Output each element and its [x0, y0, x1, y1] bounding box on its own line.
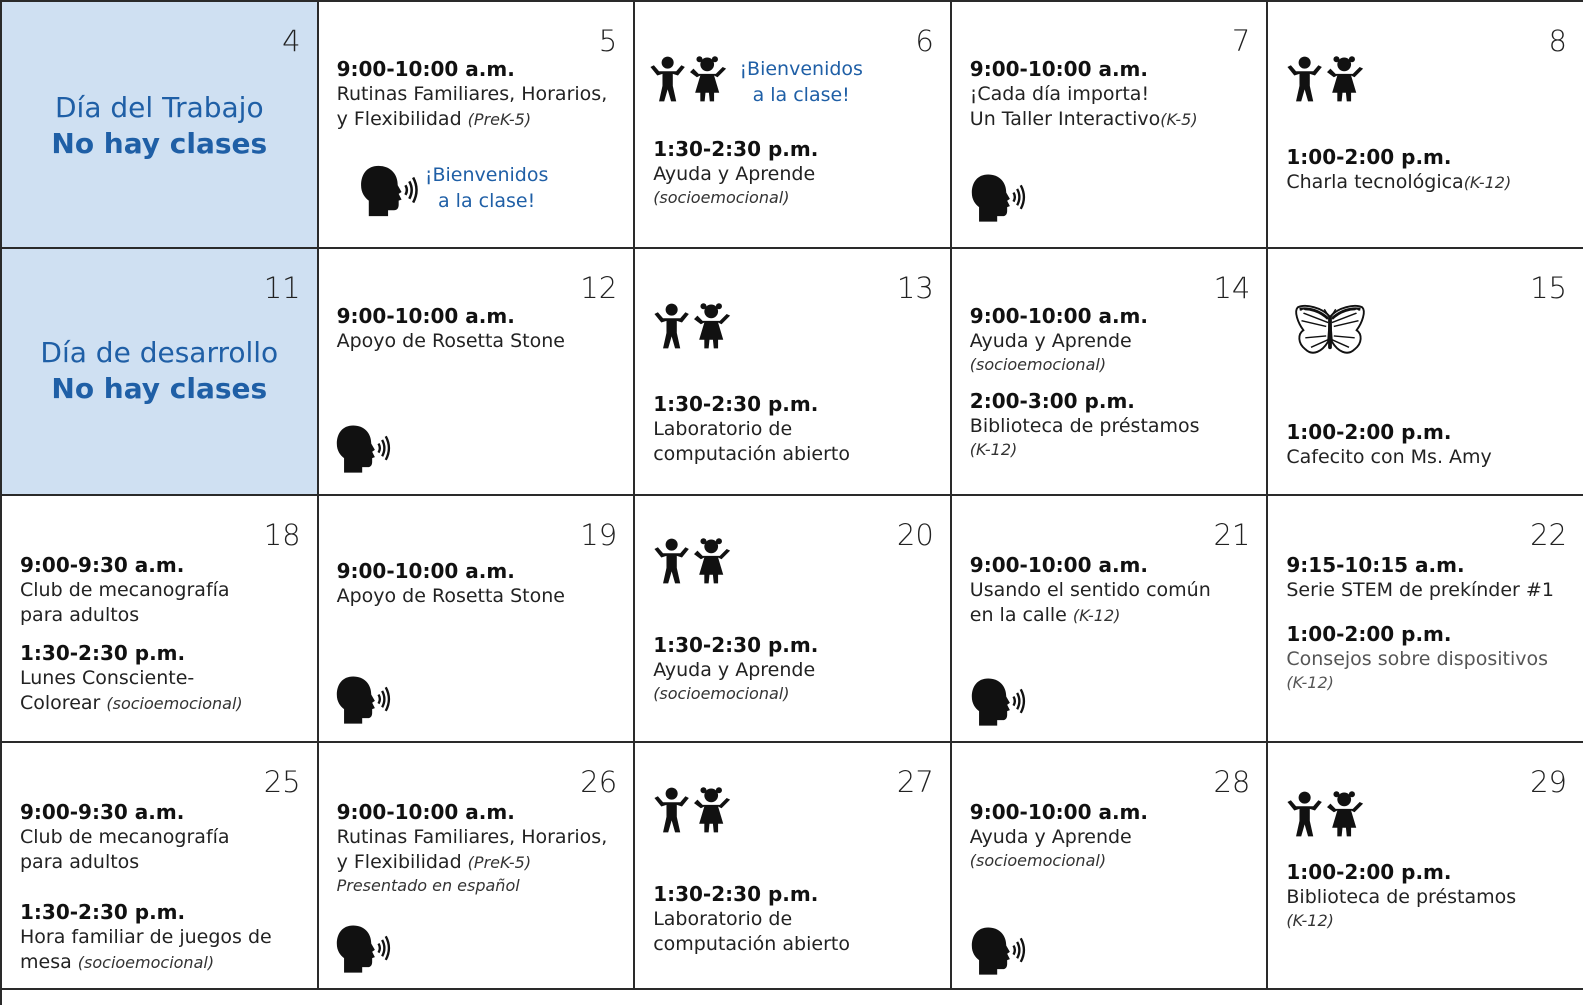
event-title: Laboratorio de: [653, 418, 793, 440]
day-number: 8: [1548, 24, 1567, 58]
day-number: 19: [580, 518, 618, 552]
grade-tag: (K-12): [1286, 673, 1334, 692]
event-list: [653, 881, 940, 969]
welcome-message: [419, 162, 555, 214]
event-list: [20, 552, 307, 728]
event-list: [1286, 552, 1573, 706]
two-children-icon: [651, 536, 737, 586]
event-list: [970, 552, 1257, 640]
event: [337, 799, 624, 897]
event-title: Ayuda y Aprende: [653, 163, 816, 185]
holiday-title: Día del Trabajo: [55, 91, 264, 124]
holiday-title: Día de desarrollo: [40, 336, 279, 369]
holiday-notice: [2, 90, 317, 162]
event: [20, 640, 307, 716]
event: [1286, 859, 1573, 932]
grade-tag: (K-12): [1072, 606, 1121, 625]
welcome-line: ¡Bienvenidos: [424, 164, 549, 186]
grade-tag: (socioemocional): [106, 694, 243, 713]
day-number: 25: [263, 765, 301, 799]
day-cell-5: [319, 2, 636, 249]
welcome-line: a la clase!: [437, 190, 536, 212]
welcome-line: ¡Bienvenidos: [739, 58, 863, 80]
day-cell-6: [635, 2, 952, 249]
day-cell-29: [1268, 743, 1583, 990]
event-title: Cafecito con Ms. Amy: [1286, 446, 1492, 468]
day-number: 12: [580, 271, 618, 305]
event-list: [1286, 144, 1573, 207]
no-classes-label: No hay clases: [51, 372, 268, 405]
event: [653, 391, 940, 467]
butterfly-icon: [1292, 303, 1368, 365]
event-title: Club de mecanografía: [20, 826, 230, 848]
event-time: 1:30-2:30 p.m.: [653, 633, 819, 657]
event: [337, 56, 624, 132]
event-title-cont: [20, 950, 307, 975]
event-time: 9:00-10:00 a.m.: [969, 553, 1148, 577]
event: [20, 899, 307, 975]
event: [653, 881, 940, 957]
event-title: Usando el sentido común: [969, 579, 1211, 601]
event-time: 9:00-10:00 a.m.: [336, 559, 515, 583]
event-title: ¡Cada día importa!: [969, 83, 1150, 105]
day-cell-20: [635, 496, 952, 743]
welcome-message: [731, 56, 871, 108]
event-list: [653, 136, 940, 221]
event-time: 1:30-2:30 p.m.: [653, 392, 819, 416]
event: [970, 552, 1257, 628]
event: [20, 552, 307, 628]
event: [970, 388, 1257, 461]
event-time: 9:00-9:30 a.m.: [20, 553, 185, 577]
day-cell-4: [2, 2, 319, 249]
event-title-text: y Flexibilidad: [336, 851, 468, 873]
day-number: 21: [1213, 518, 1251, 552]
event-title-text: Colorear: [20, 692, 107, 714]
event: [653, 632, 940, 705]
speaking-head-icon: [970, 172, 1028, 224]
day-number: 27: [896, 765, 934, 799]
two-children-icon: [651, 785, 737, 835]
day-number: 22: [1530, 518, 1567, 552]
event-time: 9:00-10:00 a.m.: [969, 800, 1148, 824]
day-cell-12: [319, 249, 636, 496]
event-title: Rutinas Familiares, Horarios,: [336, 83, 608, 105]
event: [337, 303, 624, 354]
day-cell-22: [1268, 496, 1583, 743]
event-time: 9:00-10:00 a.m.: [336, 304, 515, 328]
speaking-head-icon: [359, 164, 421, 218]
day-number: 4: [282, 24, 301, 58]
event-title: Apoyo de Rosetta Stone: [336, 330, 565, 352]
event-time: 9:15-10:15 a.m.: [1286, 553, 1465, 577]
event-title: Biblioteca de préstamos: [1286, 886, 1517, 908]
event-list: [337, 558, 624, 621]
speaking-head-icon: [970, 676, 1028, 728]
grade-tag: (K-12): [1286, 911, 1334, 930]
event-title: Biblioteca de préstamos: [969, 415, 1200, 437]
event-title: Apoyo de Rosetta Stone: [336, 585, 565, 607]
event-list: [970, 303, 1257, 473]
event-title: para adultos: [20, 851, 140, 873]
day-cell-8: [1268, 2, 1583, 249]
day-cell-21: [952, 496, 1269, 743]
day-cell-13: [635, 249, 952, 496]
holiday-notice: [2, 335, 317, 407]
two-children-icon: [647, 54, 733, 104]
event-title: Consejos sobre dispositivos: [1286, 648, 1549, 670]
event: [1286, 144, 1573, 195]
event-title-text: Charla tecnológica: [1286, 171, 1464, 193]
event-title: Ayuda y Aprende: [969, 826, 1132, 848]
event-title-cont: [337, 107, 624, 132]
event-list: [20, 799, 307, 987]
day-number: 29: [1530, 765, 1567, 799]
event-time: 9:00-10:00 a.m.: [969, 57, 1148, 81]
event: [653, 136, 940, 209]
event-title-text: mesa: [20, 951, 78, 973]
event-title: Ayuda y Aprende: [969, 330, 1132, 352]
grade-tag: (socioemocional): [653, 188, 790, 207]
language-note: Presentado en español: [336, 876, 520, 895]
event: [970, 303, 1257, 376]
event-list: [337, 799, 624, 909]
event-time: 1:30-2:30 p.m.: [20, 641, 186, 665]
event-list: [970, 56, 1257, 144]
day-cell-18: [2, 496, 319, 743]
day-cell-15: [1268, 249, 1583, 496]
day-number: 15: [1530, 271, 1567, 305]
event-list: [653, 391, 940, 479]
event-list: [337, 56, 624, 144]
event: [337, 558, 624, 609]
grade-tag: (K-5): [1160, 110, 1198, 129]
event-list: [1286, 859, 1573, 944]
day-cell-25: [2, 743, 319, 990]
day-cell-27: [635, 743, 952, 990]
event-title: Lunes Consciente-: [20, 667, 195, 689]
event-title: Rutinas Familiares, Horarios,: [336, 826, 608, 848]
event-time: 9:00-10:00 a.m.: [336, 57, 515, 81]
grade-tag: (socioemocional): [653, 684, 790, 703]
day-number: 14: [1213, 271, 1251, 305]
event-title: Ayuda y Aprende: [653, 659, 816, 681]
event-title-cont: [1286, 170, 1573, 195]
two-children-icon: [1284, 54, 1370, 104]
event-time: 2:00-3:00 p.m.: [969, 389, 1135, 413]
grade-tag: (K-12): [1463, 173, 1512, 192]
event-title-text: en la calle: [969, 604, 1073, 626]
speaking-head-icon: [335, 923, 393, 975]
grade-tag: (socioemocional): [969, 851, 1107, 870]
event-title: computación abierto: [653, 933, 850, 955]
event-list: [1286, 419, 1573, 482]
event-time: 9:00-9:30 a.m.: [20, 800, 185, 824]
two-children-icon: [1284, 789, 1370, 839]
event-title-cont: [20, 691, 307, 716]
grade-tag: (socioemocional): [77, 953, 215, 972]
grade-tag: (PreK-5): [467, 853, 532, 872]
event-time: 1:30-2:30 p.m.: [20, 900, 186, 924]
event-time: 1:30-2:30 p.m.: [653, 137, 819, 161]
day-number: 6: [915, 24, 934, 58]
event-title-text: y Flexibilidad: [336, 108, 468, 130]
event-list: [653, 632, 940, 717]
day-number: 26: [580, 765, 618, 799]
event-time: 1:30-2:30 p.m.: [653, 882, 819, 906]
event: [1286, 552, 1573, 603]
day-number: 20: [896, 518, 934, 552]
event-title: Club de mecanografía: [20, 579, 230, 601]
event-title-text: Un Taller Interactivo: [969, 108, 1161, 130]
speaking-head-icon: [335, 423, 393, 475]
day-number: 13: [896, 271, 934, 305]
two-children-icon: [651, 301, 737, 351]
event-list: [970, 799, 1257, 884]
event-title: Laboratorio de: [653, 908, 793, 930]
day-cell-19: [319, 496, 636, 743]
no-classes-label: No hay clases: [51, 127, 268, 160]
grade-tag: (PreK-5): [467, 110, 532, 129]
day-number: 5: [598, 24, 618, 58]
day-number: 11: [263, 271, 301, 305]
event-time: 9:00-10:00 a.m.: [336, 800, 515, 824]
speaking-head-icon: [970, 925, 1028, 977]
day-number: 28: [1213, 765, 1251, 799]
event: [970, 56, 1257, 132]
event: [970, 799, 1257, 872]
event-time: 1:00-2:00 p.m.: [1286, 860, 1452, 884]
event-time: 1:00-2:00 p.m.: [1286, 420, 1452, 444]
event-title: Serie STEM de prekínder #1: [1286, 579, 1554, 601]
grade-tag: (socioemocional): [969, 355, 1107, 374]
event-title: para adultos: [20, 604, 140, 626]
day-cell-26: [319, 743, 636, 990]
day-number: 7: [1231, 24, 1251, 58]
day-cell-14: [952, 249, 1269, 496]
grade-tag: (K-12): [969, 440, 1018, 459]
event: [20, 799, 307, 875]
event-time: 1:00-2:00 p.m.: [1286, 622, 1452, 646]
event-time: 1:00-2:00 p.m.: [1286, 145, 1452, 169]
speaking-head-icon: [335, 674, 393, 726]
event: [1286, 621, 1573, 694]
day-cell-28: [952, 743, 1269, 990]
day-cell-11: [2, 249, 319, 496]
event-title-cont: [337, 850, 624, 875]
event-time: 9:00-10:00 a.m.: [969, 304, 1148, 328]
event: [1286, 419, 1573, 470]
day-cell-7: [952, 2, 1269, 249]
event-title: Hora familiar de juegos de: [20, 926, 272, 948]
day-number: 18: [263, 518, 301, 552]
event-title-cont: [970, 603, 1257, 628]
event-title: computación abierto: [653, 443, 850, 465]
event-title-cont: [970, 107, 1257, 132]
welcome-line: a la clase!: [752, 84, 850, 106]
event-list: [337, 303, 624, 366]
